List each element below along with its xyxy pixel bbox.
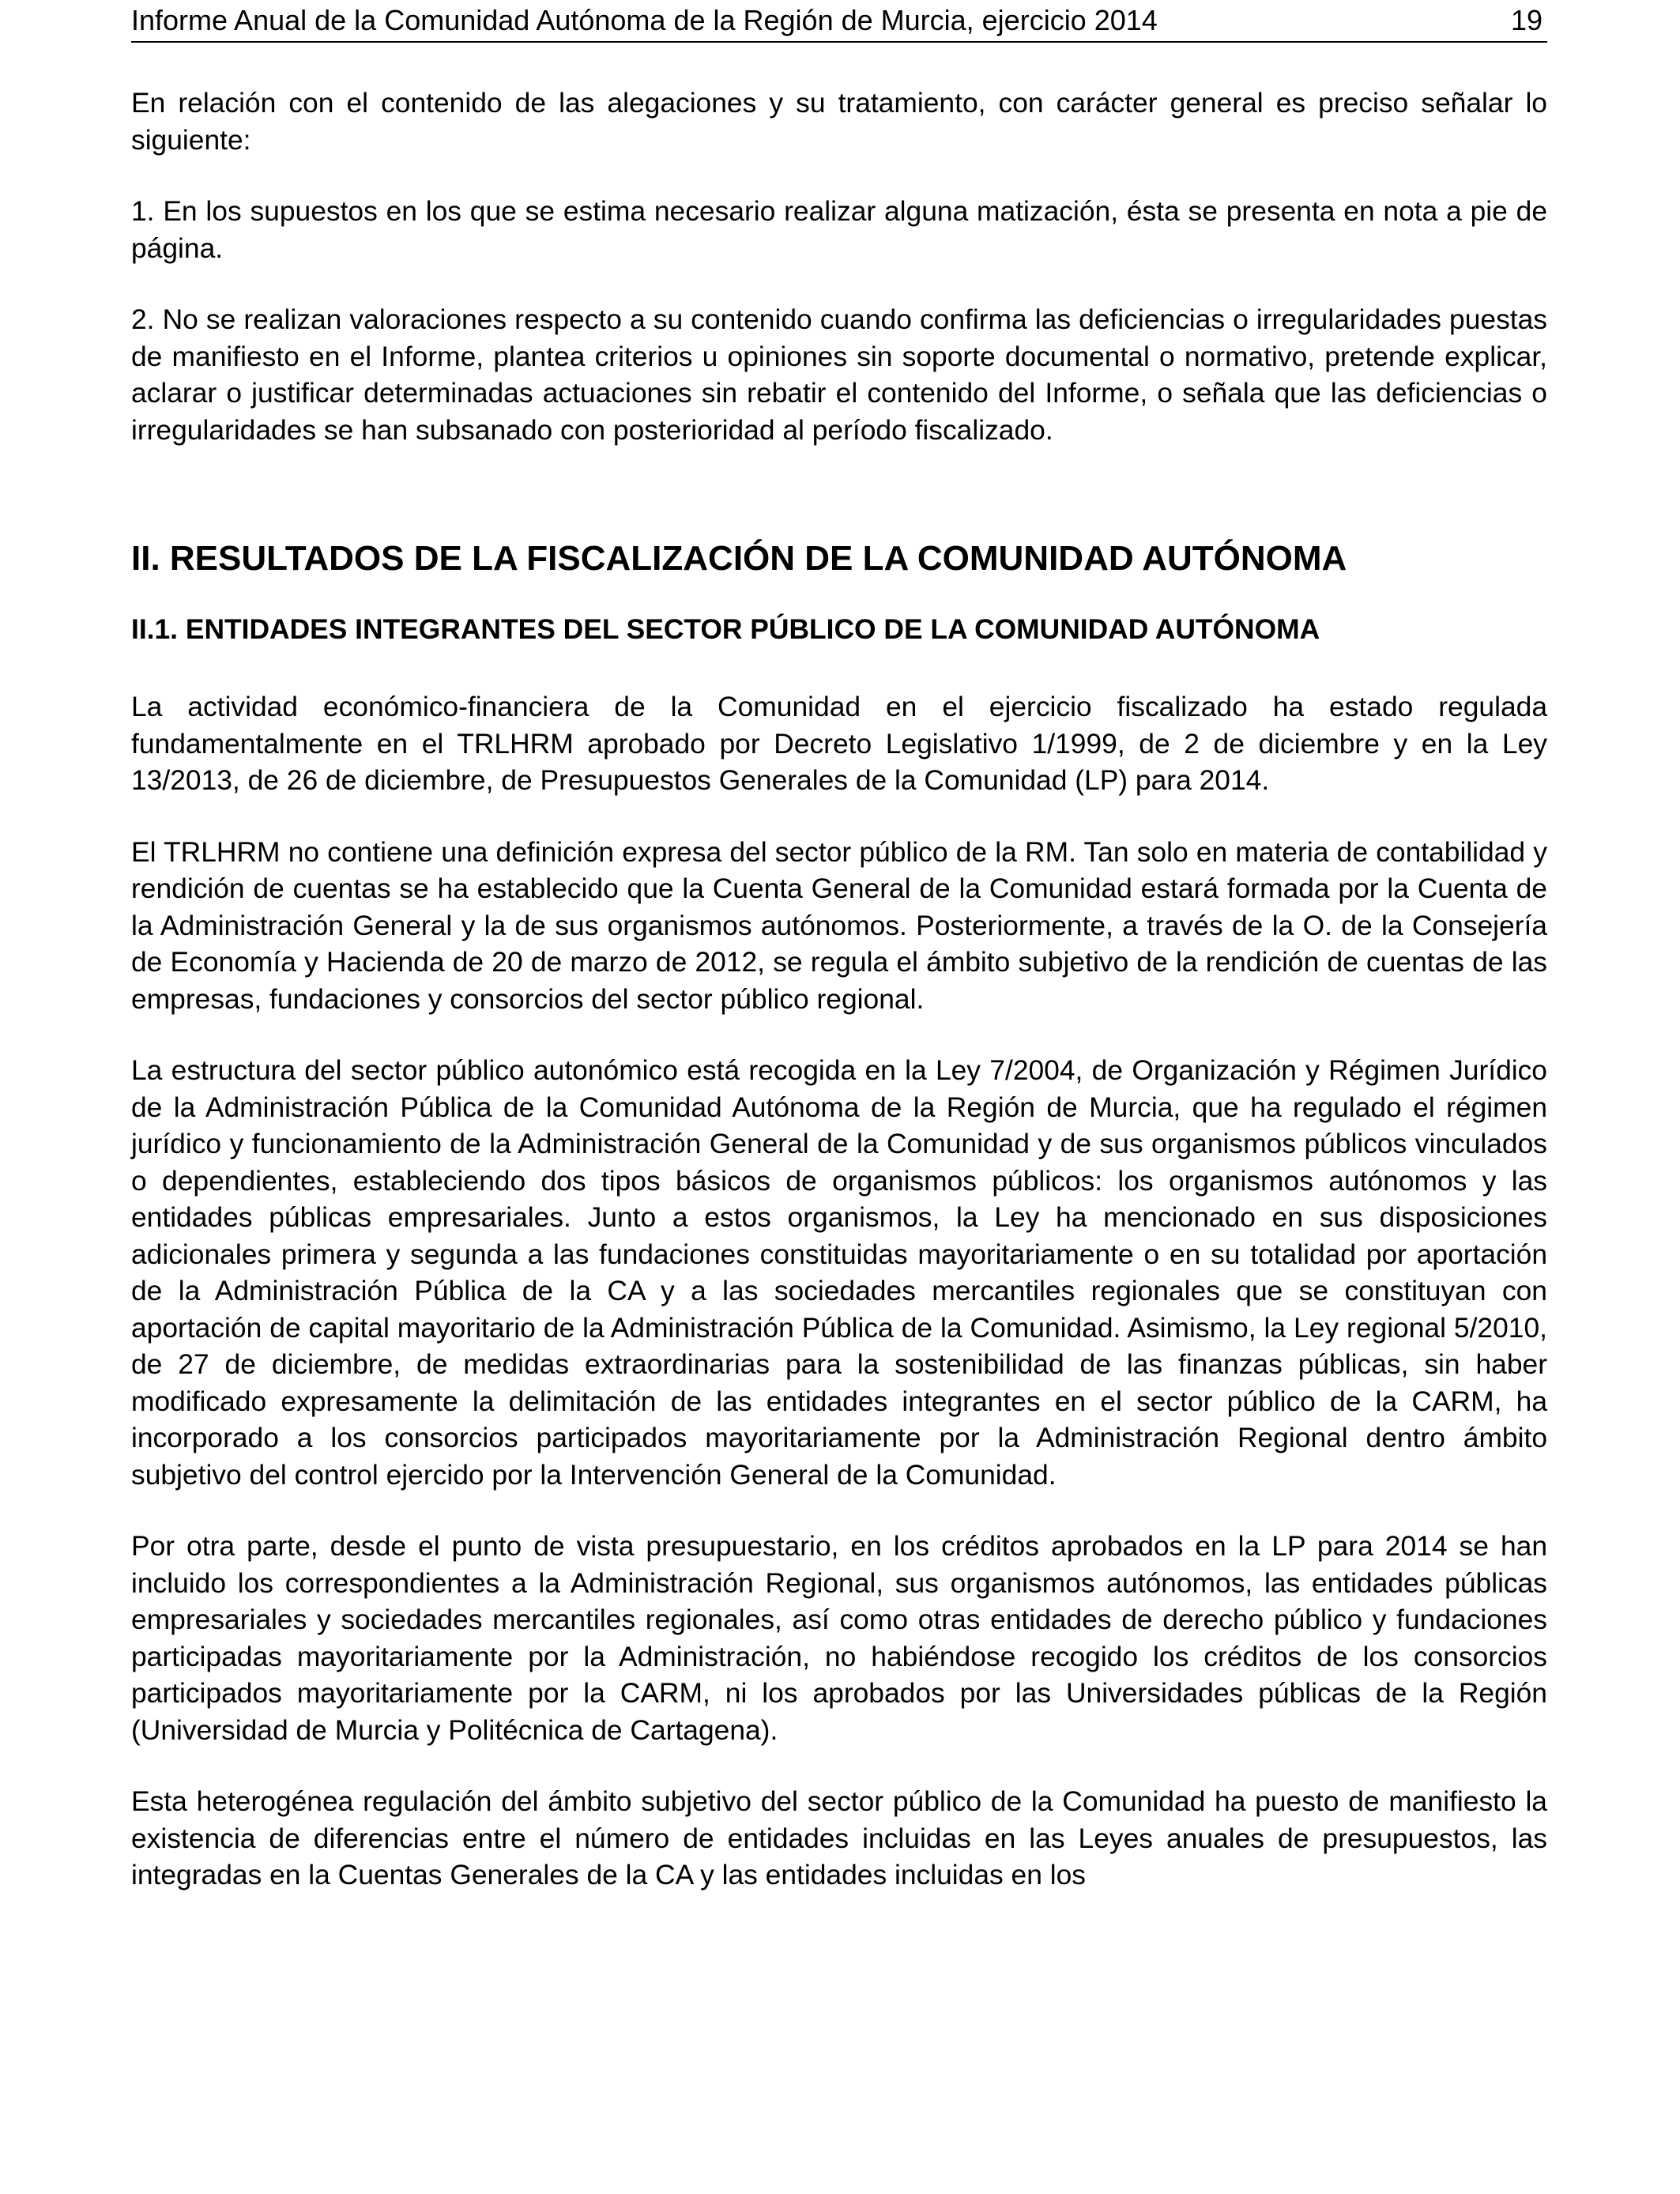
paragraph-point-1: 1. En los supuestos en los que se estima necesario realizar alguna matización, ésta se presenta en nota a pie de página. bbox=[131, 195, 1547, 264]
header-title: Informe Anual de la Comunidad Autónoma de la Región de Murcia, ejercicio 2014 bbox=[131, 4, 1158, 36]
paragraph-presupuestario: Por otra parte, desde el punto de vista presupuestario, en los créditos aprobados en la LP para 2014 se han incluido los correspondientes a la Administración Regional, sus organismos autónomos, las entidades públicas empresariales y sociedades mercantiles regionales, así como otras entidades de derecho público y fundaciones participadas mayoritariamente por la Administración, no habiéndose recogido los créditos de los consorcios participados mayoritariamente por la CARM, ni los aprobados por las Universidades públicas de la Región (Universidad de Murcia y Politécnica de Cartagena). bbox=[131, 1530, 1547, 1746]
subsection-heading: II.1. ENTIDADES INTEGRANTES DEL SECTOR PÚBLICO DE LA COMUNIDAD AUTÓNOMA bbox=[131, 613, 1320, 645]
paragraph-estructura: La estructura del sector público autonómico está recogida en la Ley 7/2004, de Organización y Régimen Jurídico de la Administración Pública de la Comunidad Autónoma de la Región de Murcia, que ha regulado el régimen jurídico y funcionamiento de la Administración General de la Comunidad y de sus organismos públicos vinculados o dependientes, estableciendo dos tipos básicos de organismos públicos: los organismos autónomos y las entidades públicas empresariales. Junto a estos organismos, la Ley ha mencionado en sus disposiciones adicionales primera y segunda a las fundaciones constituidas mayoritariamente o en su totalidad por aportación de la Administración Pública de la CA y a las sociedades mercantiles regionales que se constituyan con aportación de capital mayoritario de la Administración Pública de la Comunidad. Asimismo, la Ley regional 5/2010, de 27 de diciembre, de medidas extraordinarias para la sostenibilidad de las finanzas públicas, sin haber modificado expresamente la delimitación de las entidades integrantes en el sector público de la CARM, ha incorporado a los consorcios participados mayoritariamente por la Administración Regional dentro ámbito subjetivo del control ejercido por la Intervención General de la Comunidad. bbox=[131, 1054, 1547, 1491]
document-body bbox=[131, 85, 1547, 1894]
paragraph-alegaciones-intro: En relación con el contenido de las alegaciones y su tratamiento, con carácter general es preciso señalar lo siguiente: bbox=[131, 87, 1547, 156]
paragraph-actividad: La actividad económico-financiera de la Comunidad en el ejercicio fiscalizado ha estado regulada fundamentalmente en el TRLHRM aprobado por Decreto Legislativo 1/1999, de 2 de diciembre y en la Ley 13/2013, de 26 de diciembre, de Presupuestos Generales de la Comunidad (LP) para 2014. bbox=[131, 691, 1547, 796]
page-number: 19 bbox=[1510, 4, 1543, 36]
paragraph-trlhrm: El TRLHRM no contiene una definición expresa del sector público de la RM. Tan solo en materia de contabilidad y rendición de cuentas se ha establecido que la Cuenta General de la Comunidad estará formada por la Cuenta de la Administración General y la de sus organismos autónomos. Posteriormente, a través de la O. de la Consejería de Economía y Hacienda de 20 de marzo de 2012, se regula el ámbito subjetivo de la rendición de cuentas de las empresas, fundaciones y consorcios del sector público regional. bbox=[131, 835, 1547, 1015]
paragraph-point-2: 2. No se realizan valoraciones respecto a su contenido cuando confirma las deficiencias o irregularidades puestas de manifiesto en el Informe, plantea criterios u opiniones sin soporte documental o normativo, pretende explicar, aclarar o justificar determinadas actuaciones sin rebatir el contenido del Informe, o señala que las deficiencias o irregularidades se han subsanado con posterioridad al período fiscalizado. bbox=[131, 303, 1547, 446]
paragraph-heterogenea: Esta heterogénea regulación del ámbito subjetivo del sector público de la Comunidad ha puesto de manifiesto la existencia de diferencias entre el número de entidades incluidas en las Leyes anuales de presupuestos, las integradas en la Cuentas Generales de la CA y las entidades incluidas en los bbox=[131, 1785, 1547, 1891]
section-heading: II. RESULTADOS DE LA FISCALIZACIÓN DE LA COMUNIDAD AUTÓNOMA bbox=[131, 539, 1347, 578]
page-header bbox=[131, 0, 1547, 43]
